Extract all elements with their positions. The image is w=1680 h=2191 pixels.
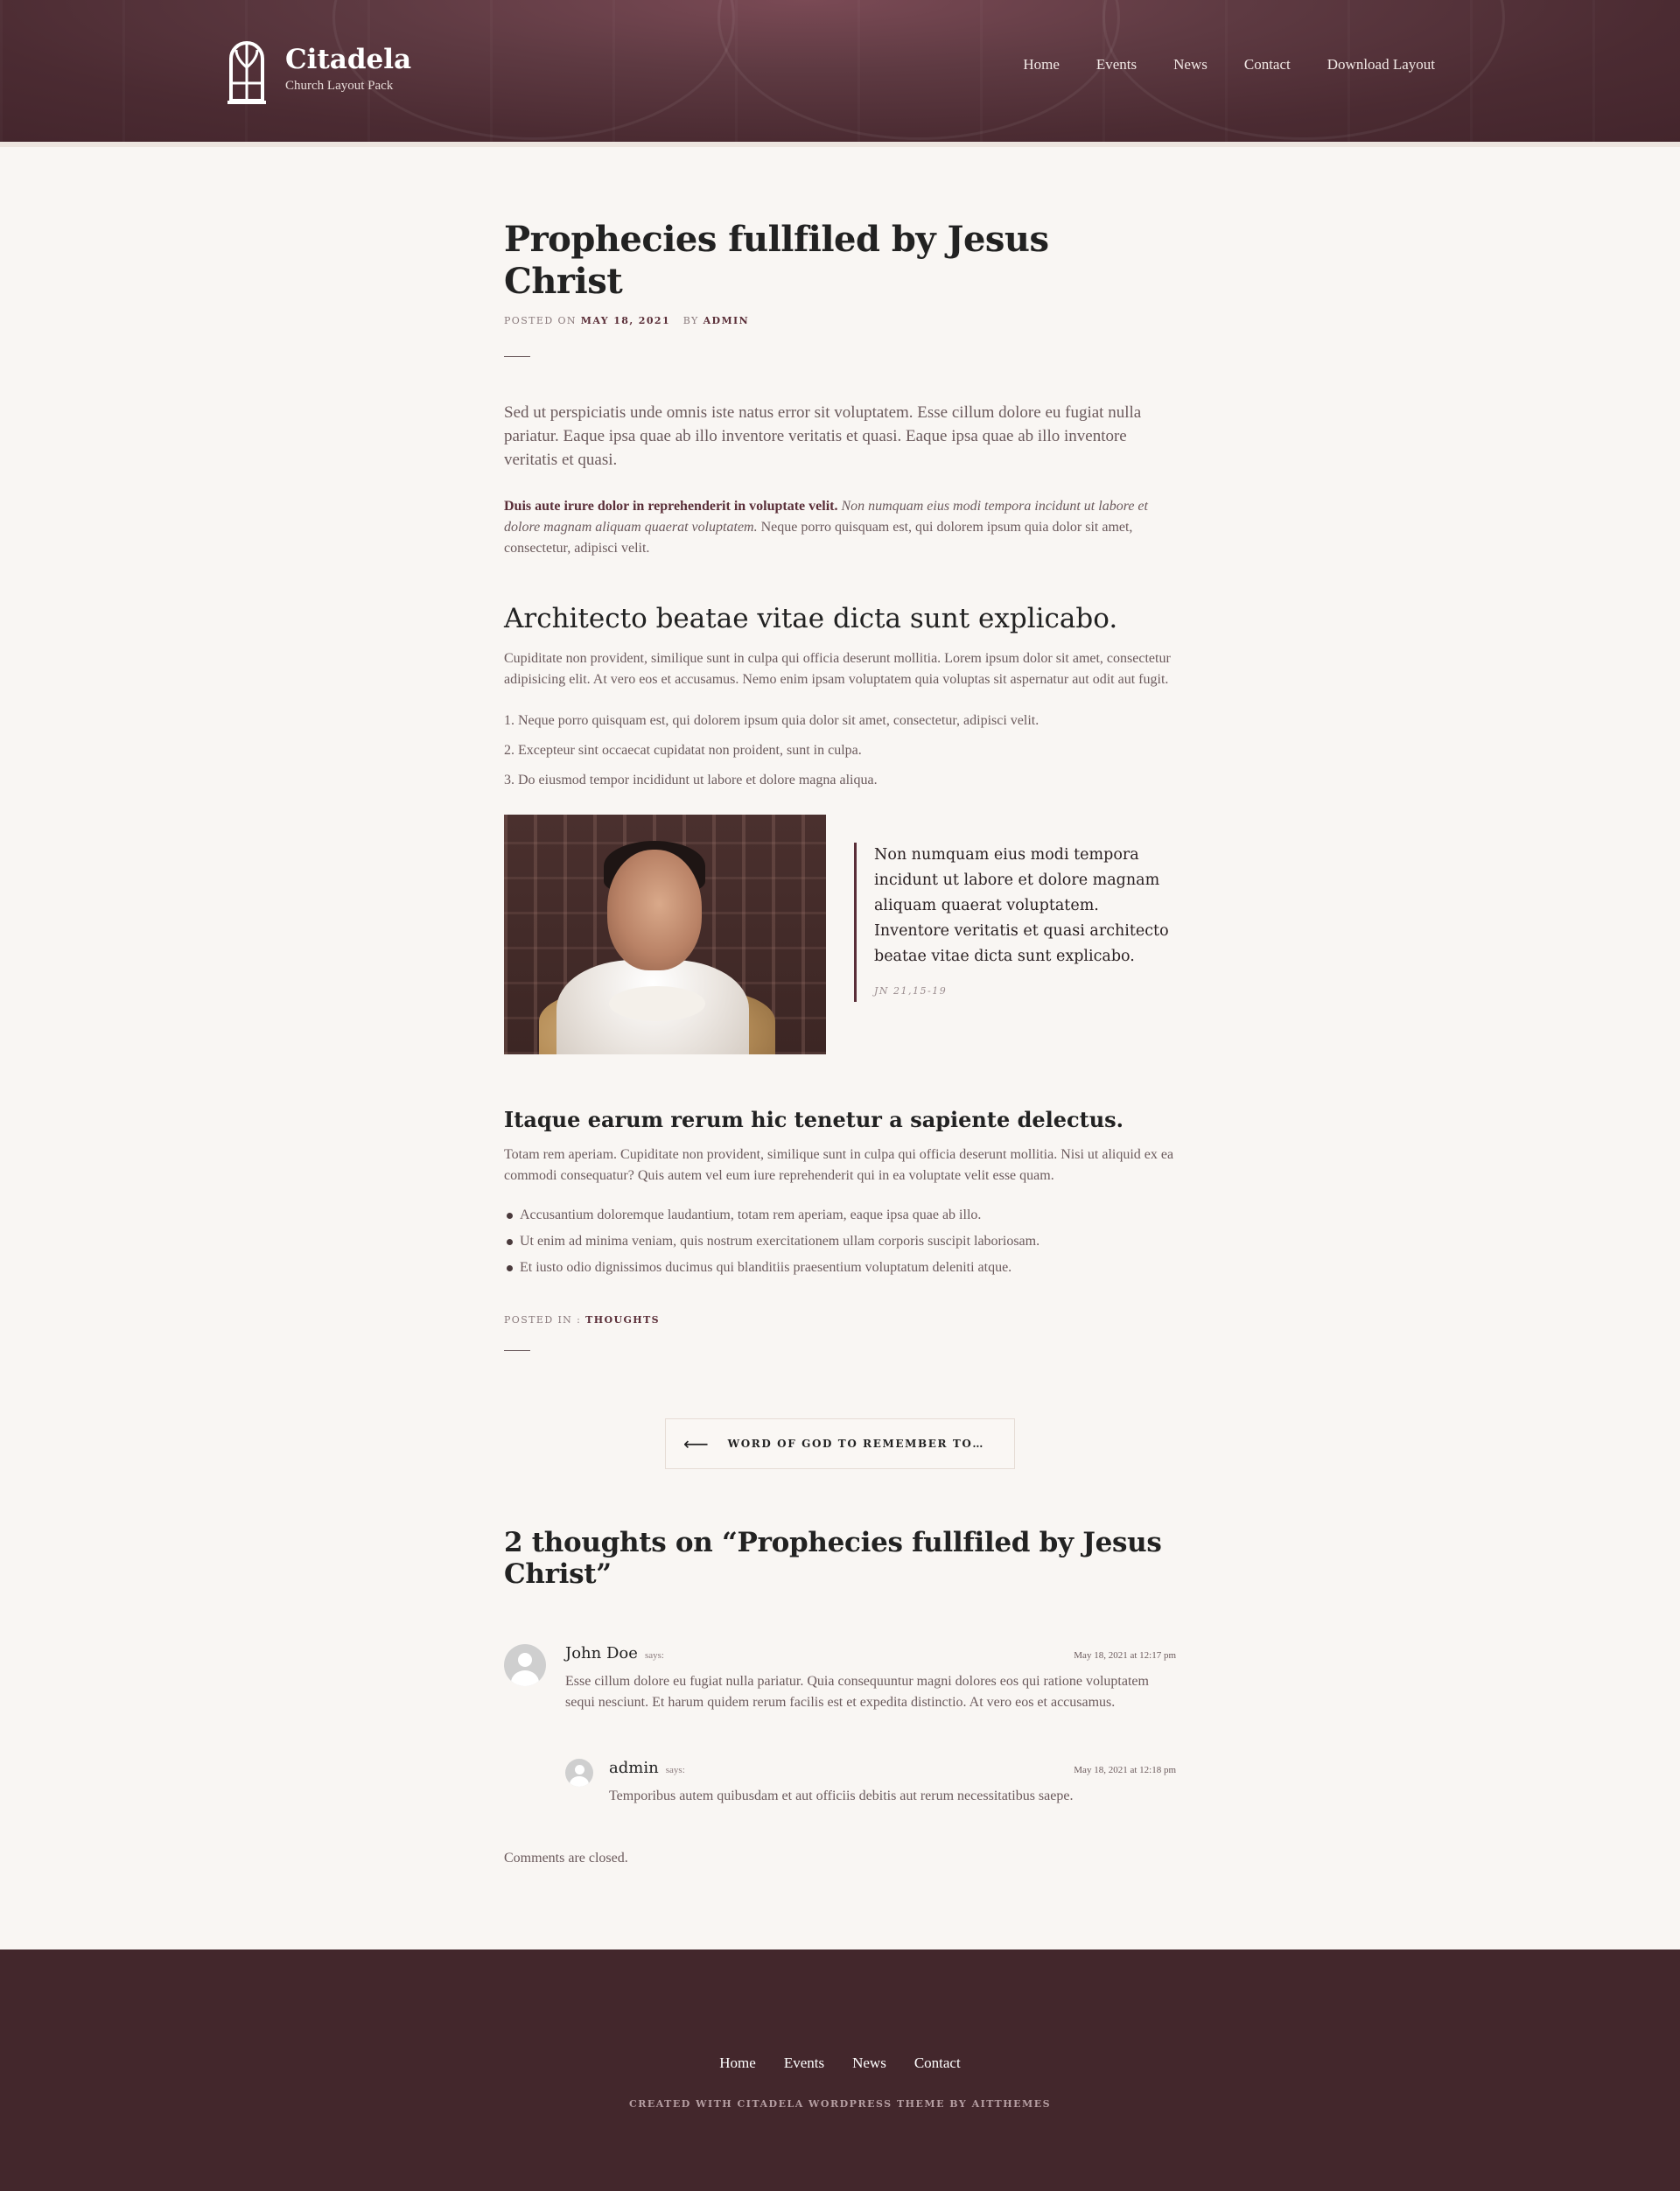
footer-credit: CREATED WITH CITADELA WORDPRESS THEME BY AITTHEMES (628, 2098, 1052, 2110)
footer-nav-news[interactable]: News (852, 2054, 886, 2071)
avatar (565, 1759, 593, 1787)
arrow-left-icon: ⟵ (683, 1433, 709, 1454)
list-item: 3. Do eiusmod tempor incididunt ut labore et dolore magna aliqua. (504, 773, 878, 788)
nav-news[interactable]: News (1173, 56, 1208, 73)
comments-title: 2 thoughts on “Prophecies fullfiled by Jesus Christ” (504, 1527, 1162, 1590)
site-footer (0, 1950, 1680, 2191)
post-title: Prophecies fullfiled by Jesus Christ (504, 219, 1049, 302)
list-item: 2. Excepteur sint occaecat cupidatat non proident, sunt in culpa. (504, 743, 862, 758)
comment-text: Temporibus autem quibusdam et aut officiis debitis aut rerum necessitatibus saepe. (609, 1788, 1074, 1803)
comments-closed: Comments are closed. (504, 1851, 628, 1866)
site-header (0, 0, 1680, 142)
category-divider (504, 1350, 530, 1351)
previous-post-title: WORD OF GOD TO REMEMBER TO… (727, 1438, 985, 1450)
comment (504, 1644, 1176, 1713)
comment-says: says: (665, 1765, 685, 1775)
paragraph-rest: Neque porro quisquam est, qui dolorem ipsum quia dolor sit amet, consectetur, adipisci velit. (504, 520, 1133, 556)
comment-author: John Doe (565, 1644, 638, 1662)
main-nav (1023, 56, 1435, 74)
paragraph-bold: Duis aute irure dolor in reprehenderit in voluptate velit. (504, 499, 838, 514)
list-item: 1. Neque porro quisquam est, qui dolorem ipsum quia dolor sit amet, consectetur, adipisci velit. (504, 713, 1040, 728)
post-author[interactable]: ADMIN (703, 315, 750, 326)
post-categories (504, 1314, 1176, 1326)
paragraph-italic: Non numquam eius modi tempora incidunt ut labore et dolore magnam aliquam quaerat voluptatem. (504, 499, 1148, 535)
footer-nav-home[interactable]: Home (719, 2054, 756, 2071)
list-item: Ut enim ad minima veniam, quis nostrum exercitationem ullam corporis suscipit laboriosam. (504, 1232, 1176, 1251)
quote-citation: JN 21,15-19 (874, 985, 948, 997)
post-lead: Sed ut perspiciatis unde omnis iste natus error sit voluptatem. Esse cillum dolore eu fugiat nulla pariatur. Eaque ipsa quae ab illo inventore veritatis et quasi. Eaque ipsa quae ab illo inventore veritatis et quasi. (504, 403, 1142, 469)
footer-nav (0, 2054, 1680, 2072)
image-quote-row (504, 815, 1176, 1054)
posted-on-label: POSTED ON (504, 315, 577, 326)
post-paragraph-2: Cupiditate non provident, similique sunt in culpa qui officia deserunt mollitia. Lorem ipsum dolor sit amet, consectetur adipisicing elit. At vero eos et accusamus. Nemo enim ipsam voluptatem quia voluptas sit aspernatur aut odit aut fugit. (504, 651, 1171, 687)
post-paragraph (504, 496, 1176, 559)
footer-nav-events[interactable]: Events (783, 2054, 825, 2071)
bullet-list (504, 1206, 1176, 1278)
nav-events[interactable]: Events (1096, 56, 1138, 73)
site-tagline: Church Layout Pack (285, 78, 394, 93)
by-label: BY (682, 315, 699, 326)
post-heading-3: Itaque earum rerum hic tenetur a sapiente delectus. (504, 1107, 1124, 1132)
comment-date[interactable]: May 18, 2021 at 12:17 pm (1074, 1650, 1176, 1661)
avatar (504, 1644, 546, 1686)
post-date[interactable]: MAY 18, 2021 (580, 315, 671, 326)
comment-says: says: (644, 1650, 664, 1661)
category-link[interactable]: THOUGHTS (585, 1314, 660, 1326)
blockquote (854, 843, 1176, 1002)
footer-nav-contact[interactable]: Contact (914, 2054, 961, 2071)
priest-photo (504, 815, 826, 1054)
comments-section (504, 1527, 1176, 1866)
posted-in-label: POSTED IN : (504, 1314, 582, 1326)
comment-text: Esse cillum dolore eu fugiat nulla pariatur. Quia consequuntur magni dolores eos qui ratione voluptatem sequi nesciunt. Et harum quidem rerum facilis est et expedita distinctio. At vero eos et accusamus. (565, 1674, 1149, 1710)
church-window-logo-icon (226, 32, 268, 106)
comment-author: admin (609, 1759, 659, 1777)
list-item: Et iusto odio dignissimos ducimus qui blanditiis praesentium voluptatum deleniti atque. (504, 1258, 1176, 1278)
list-item: Accusantium doloremque laudantium, totam rem aperiam, eaque ipsa quae ab illo. (504, 1206, 1176, 1225)
comment-reply (565, 1759, 1176, 1807)
site-logo[interactable] (226, 32, 411, 106)
post-article (504, 219, 1176, 1351)
post-heading-2: Architecto beatae vitae dicta sunt explicabo. (504, 603, 1118, 634)
site-title: Citadela (285, 44, 412, 76)
comment-date[interactable]: May 18, 2021 at 12:18 pm (1074, 1765, 1176, 1775)
post-meta (504, 315, 1176, 326)
nav-home[interactable]: Home (1023, 56, 1060, 73)
header-divider (0, 142, 1680, 147)
meta-divider (504, 356, 530, 357)
ordered-list (504, 711, 1176, 790)
nav-download-layout[interactable]: Download Layout (1326, 56, 1435, 73)
post-paragraph-3: Totam rem aperiam. Cupiditate non provident, similique sunt in culpa qui officia deserunt mollitia. Nisi ut aliquid ex ea commodi consequatur? Quis autem vel eum iure reprehenderit qui in ea voluptate velit esse quam. (504, 1147, 1174, 1183)
nav-contact[interactable]: Contact (1243, 56, 1291, 73)
previous-post-link[interactable] (665, 1418, 1015, 1469)
quote-text: Non numquam eius modi tempora incidunt ut labore et dolore magnam aliquam quaerat voluptatem. Inventore veritatis et quasi architecto beatae vitae dicta sunt explicabo. (874, 846, 1169, 965)
